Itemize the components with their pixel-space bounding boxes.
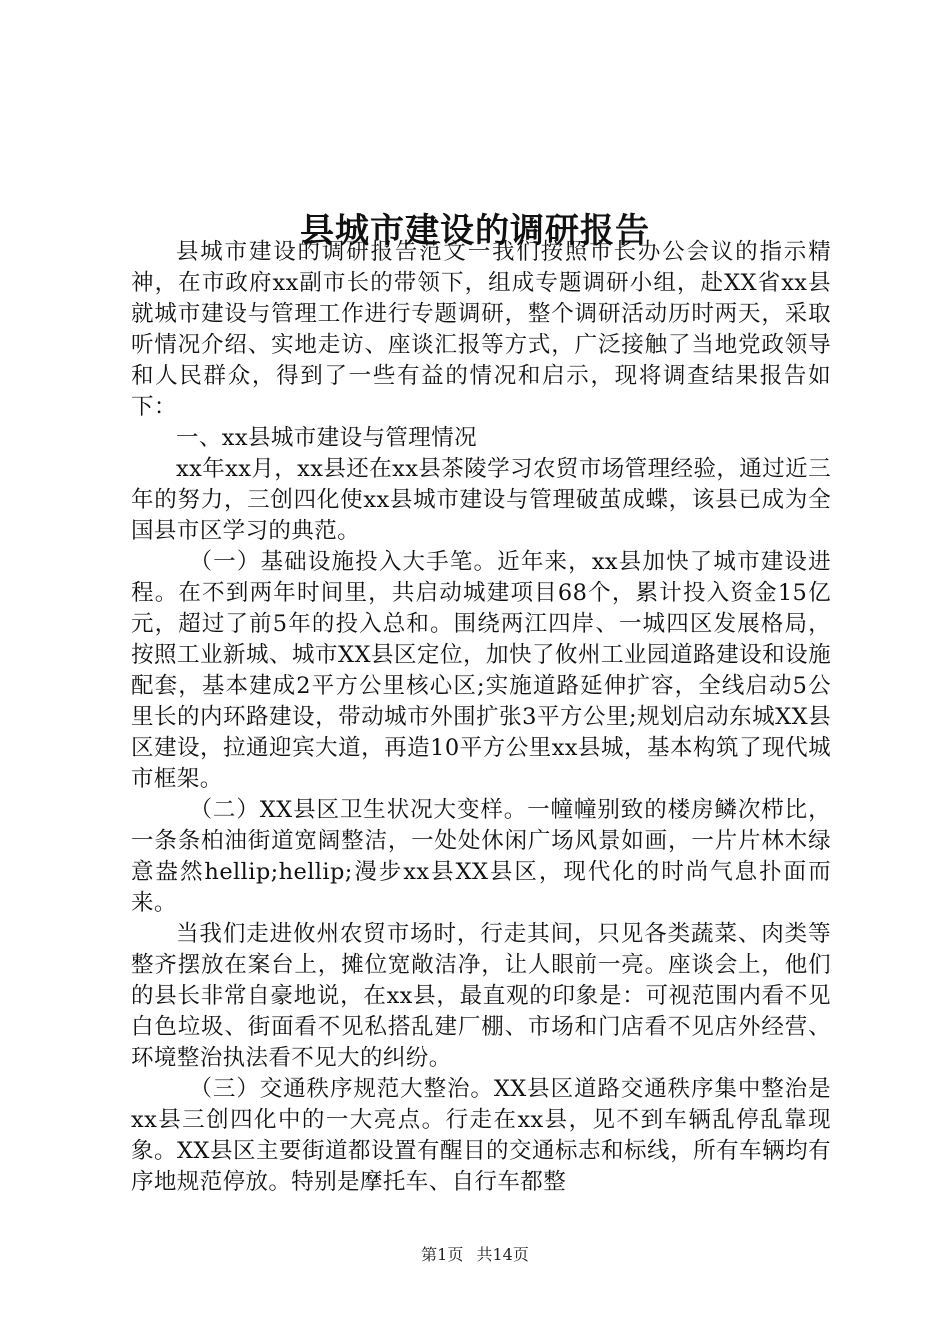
paragraph-background: xx年xx月，xx县还在xx县茶陵学习农贸市场管理经验，通过近三年的努力，三创四化使xx县城市建设与管理破茧成蝶，该县已成为全国县市区学习的典范。	[131, 456, 831, 544]
section-heading: 一、xx县城市建设与管理情况	[176, 425, 477, 451]
document-title: 县城市建设的调研报告	[300, 210, 650, 251]
paragraph-traffic: （三）交通秩序规范大整治。XX县区道路交通秩序集中整治是xx县三创四化中的一大亮点。行走在xx县，见不到车辆乱停乱靠现象。XX县区主要街道都设置有醒目的交通标志和标线，所有车辆均有序地规范停放。特别是摩托车、自行车都整	[131, 1076, 831, 1195]
paragraph-infrastructure: （一）基础设施投入大手笔。近年来，xx县加快了城市建设进程。在不到两年时间里，共启动城建项目68个，累计投入资金15亿元，超过了前5年的投入总和。围绕两江四岸、一城四区发展格局，按照工业新城、城市XX县区定位，加快了攸州工业园道路建设和设施配套，基本建成2平方公里核心区;实施道路延伸扩容，全线启动5公里长的内环路建设，带动城市外围扩张3平方公里;规划启动东城XX县区建设，拉通迎宾大道，再造10平方公里xx县城，基本构筑了现代城市框架。	[131, 549, 831, 792]
page-number: 第1页	[421, 1245, 464, 1264]
paragraph-market: 当我们走进攸州农贸市场时，行走其间，只见各类蔬菜、肉类等整齐摆放在案台上，摊位宽敞洁净，让人眼前一亮。座谈会上，他们的县长非常自豪地说，在xx县，最直观的印象是：可视范围内看不见白色垃圾、街面看不见私搭乱建厂棚、市场和门店看不见店外经营、环境整治执法看不见大的纠纷。	[131, 921, 831, 1071]
page-total: 共14页	[476, 1245, 529, 1264]
page-footer	[0, 1244, 950, 1266]
document-body	[131, 237, 831, 1198]
paragraph-sanitation: （二）XX县区卫生状况大变样。一幢幢别致的楼房鳞次栉比，一条条柏油街道宽阔整洁，一处处休闲广场风景如画，一片片林木绿意盎然hellip;hellip;漫步xx县XX县区，现代化的时尚气息扑面而来。	[131, 797, 831, 916]
paragraph-intro: 县城市建设的调研报告范文一我们按照市长办公会议的指示精神，在市政府xx副市长的带领下，组成专题调研小组，赴XX省xx县就城市建设与管理工作进行专题调研，整个调研活动历时两天，采取听情况介绍、实地走访、座谈汇报等方式，广泛接触了当地党政领导和人民群众，得到了一些有益的情况和启示，现将调查结果报告如下：	[131, 239, 831, 420]
